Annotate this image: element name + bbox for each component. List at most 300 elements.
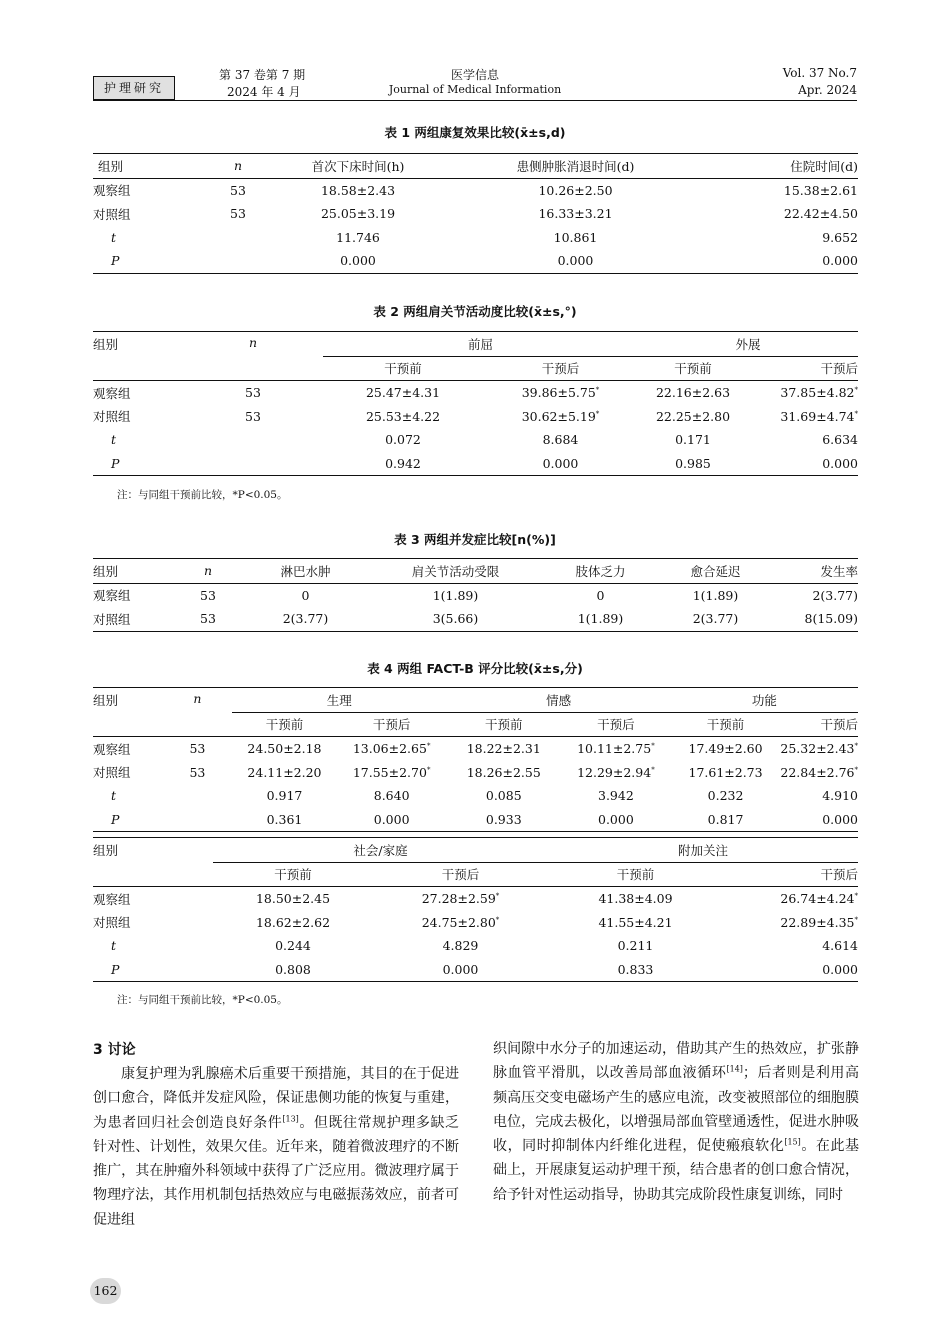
table-cell — [373, 934, 548, 958]
cell-value: 11.746 — [336, 229, 380, 245]
cell-value: 0.000 — [557, 253, 594, 269]
table-cell — [173, 583, 243, 607]
cell-value: 30.62±5.19 — [521, 408, 596, 424]
table-cell — [213, 958, 373, 982]
cell-value: 10.26±2.50 — [538, 182, 613, 198]
table-cell — [658, 607, 773, 631]
table-row — [93, 958, 858, 982]
table-cell — [548, 887, 723, 911]
cell-value: 8(15.09) — [804, 611, 858, 627]
sub-header: 干预后 — [820, 717, 858, 733]
table-cell — [548, 911, 723, 935]
table-cell — [671, 761, 781, 785]
cell-value: 18.50±2.45 — [255, 891, 331, 907]
table-row — [93, 808, 858, 832]
cell-value: 0.000 — [822, 961, 858, 977]
sub-header: 干预后 — [372, 717, 411, 733]
significance-mark: * — [495, 915, 500, 924]
table-cell — [213, 911, 373, 935]
group-header: 外展 — [638, 332, 858, 357]
cell-value: 39.86±5.75 — [521, 385, 596, 401]
table-cell — [337, 761, 447, 785]
table-cell — [543, 583, 658, 607]
cell-value: 10.861 — [553, 229, 598, 245]
table-cell — [323, 452, 483, 476]
cell-value: 0 — [301, 587, 310, 603]
table-cell — [483, 428, 638, 452]
cell-value: 17.49±2.60 — [688, 741, 763, 757]
table2-title: 表 2 两组肩关节活动度比较(x̄±s,°) — [373, 304, 577, 319]
table-cell — [93, 583, 173, 607]
table-row — [93, 428, 858, 452]
cell-value: 53 — [200, 611, 216, 627]
table-cell — [93, 911, 213, 935]
sub-header: 干预前 — [274, 867, 312, 883]
table-cell — [483, 381, 638, 405]
table-cell — [203, 249, 273, 273]
cell-value: P — [111, 811, 120, 827]
cell-value: 0.171 — [675, 432, 711, 448]
col-header: 组别 — [93, 843, 119, 858]
table-cell — [368, 583, 543, 607]
cell-value: 3.942 — [598, 788, 634, 804]
table-cell — [323, 381, 483, 405]
cell-value: 22.25±2.80 — [655, 408, 731, 424]
table-cell — [446, 737, 561, 761]
cell-value: 对照组 — [93, 611, 131, 627]
table-cell — [446, 784, 561, 808]
table-cell — [638, 452, 748, 476]
significance-mark: * — [854, 892, 858, 901]
cell-value: 0.000 — [373, 811, 410, 827]
table-cell — [638, 381, 748, 405]
table-cell — [93, 249, 203, 273]
table-cell — [323, 405, 483, 429]
table-cell — [213, 887, 373, 911]
col-header: 组别 — [93, 563, 119, 579]
table-cell — [273, 202, 443, 226]
table-cell — [163, 784, 232, 808]
table2-note: 注：与同组干预前比较，*P<0.05。 — [117, 489, 288, 501]
cell-value: 53 — [189, 764, 206, 780]
table-cell — [93, 178, 203, 202]
table-cell — [443, 226, 708, 250]
table-cell — [93, 452, 183, 476]
table4-part-a — [93, 687, 858, 832]
table-cell — [93, 808, 163, 832]
table3 — [93, 558, 858, 632]
table-cell — [723, 911, 858, 935]
cell-value: 8.640 — [373, 788, 410, 804]
cell-value: 0.000 — [442, 961, 479, 977]
table-cell — [93, 737, 163, 761]
cell-value: P — [111, 253, 120, 269]
col-header: n — [233, 158, 243, 174]
significance-mark: * — [854, 742, 858, 751]
table-cell — [93, 958, 213, 982]
table-cell — [443, 202, 708, 226]
table-cell — [773, 583, 858, 607]
table-cell — [561, 737, 671, 761]
cell-value: 观察组 — [93, 588, 131, 604]
cell-value: 0.000 — [542, 455, 579, 471]
table-cell — [183, 452, 323, 476]
table-cell — [561, 761, 671, 785]
table-cell — [183, 428, 323, 452]
cell-value: 0 — [596, 587, 605, 603]
right-paragraph — [493, 1037, 859, 1207]
col-header: 肢体乏力 — [575, 563, 626, 579]
table-cell — [203, 202, 273, 226]
cell-value: 53 — [189, 741, 206, 757]
sub-header: 干预后 — [820, 867, 858, 883]
cell-value: 25.05±3.19 — [320, 206, 396, 222]
col-header: 组别 — [93, 337, 119, 352]
cell-value: 2(3.77) — [812, 587, 858, 603]
cell-value: 27.28±2.59 — [421, 891, 496, 907]
cell-value: 25.53±4.22 — [365, 408, 441, 424]
table-cell — [373, 911, 548, 935]
table-cell — [93, 405, 183, 429]
page-number: 162 — [90, 1278, 121, 1304]
table-cell — [373, 887, 548, 911]
table-cell — [93, 761, 163, 785]
cell-value: 1(1.89) — [432, 587, 479, 603]
cell-value: 对照组 — [93, 915, 131, 931]
cell-value: 观察组 — [93, 385, 131, 401]
significance-mark: * — [651, 742, 655, 751]
table-cell — [708, 249, 858, 273]
table-cell — [273, 226, 443, 250]
table3-header-row — [93, 559, 858, 584]
table-cell — [748, 428, 858, 452]
table-cell — [748, 452, 858, 476]
sub-header: 干预前 — [616, 867, 655, 883]
table-row — [93, 405, 858, 429]
cell-value: 0.917 — [266, 788, 303, 804]
cell-value: t — [111, 938, 117, 954]
sub-header: 干预后 — [597, 717, 635, 733]
col-header: 组别 — [98, 158, 124, 174]
cell-value: 对照组 — [93, 765, 131, 781]
cell-value: 0.000 — [598, 811, 634, 827]
table-cell — [163, 761, 232, 785]
group-header: 情感 — [446, 688, 670, 713]
table-cell — [780, 808, 858, 832]
table-cell — [203, 226, 273, 250]
cell-value: 0.808 — [275, 961, 311, 977]
table-cell — [93, 381, 183, 405]
table-cell — [337, 737, 447, 761]
table-cell — [708, 226, 858, 250]
table-cell — [213, 934, 373, 958]
table-cell — [708, 202, 858, 226]
table-row — [93, 911, 858, 935]
cell-value: 18.58±2.43 — [320, 182, 396, 198]
group-header: 生理 — [232, 688, 446, 713]
cell-value: 对照组 — [93, 409, 131, 425]
cell-value: 22.42±4.50 — [783, 206, 858, 222]
cell-value: 0.361 — [266, 811, 303, 827]
cell-value: t — [111, 788, 117, 804]
cell-value: 观察组 — [93, 741, 131, 757]
sub-header: 干预前 — [384, 361, 422, 377]
cell-value: 0.232 — [707, 788, 744, 804]
col-header: 发生率 — [820, 563, 858, 579]
cell-value: 0.942 — [385, 455, 421, 471]
table-cell — [548, 934, 723, 958]
table-cell — [93, 607, 173, 631]
table-cell — [723, 958, 858, 982]
cell-value: 15.38±2.61 — [783, 182, 858, 198]
cell-value: P — [111, 455, 120, 471]
cell-value: 0.211 — [617, 938, 654, 954]
table-cell — [671, 808, 781, 832]
section-box: 护理研究 — [93, 76, 175, 100]
cell-value: 对照组 — [93, 206, 131, 222]
cell-value: 观察组 — [93, 183, 131, 199]
table-cell — [548, 958, 723, 982]
cell-value: 16.33±3.21 — [538, 206, 613, 222]
citation: [15] — [784, 1137, 801, 1147]
table-cell — [337, 808, 447, 832]
cell-value: 1(1.89) — [577, 611, 624, 627]
right-text-b: ；后者则是利用高频高压交变电磁场产生的感应电流，改变被照部位的细胞膜电位，完成去极化，以增强局部血管壁通透性，促进水肿吸收，同时抑制体内纤维化进程，促使瘢痕软化 — [493, 1065, 860, 1155]
cell-value: 0.833 — [617, 961, 654, 977]
cell-value: 41.38±4.09 — [598, 891, 673, 907]
cell-value: 12.29±2.94 — [577, 764, 652, 780]
cell-value: 10.11±2.75 — [577, 741, 652, 757]
table-cell — [483, 452, 638, 476]
table-cell — [243, 607, 368, 631]
group-header: 功能 — [671, 688, 858, 713]
col-header: 首次下床时间(h) — [311, 158, 405, 174]
table-cell — [561, 784, 671, 808]
sub-header: 干预前 — [674, 361, 712, 377]
table-cell — [93, 202, 203, 226]
table-cell — [638, 405, 748, 429]
cell-value: 17.55±2.70 — [352, 764, 427, 780]
cell-value: 18.22±2.31 — [466, 741, 541, 757]
table-cell — [232, 761, 337, 785]
sub-header: 干预前 — [265, 717, 304, 733]
volume-cn: 第 37 卷第 7 期 — [219, 68, 306, 82]
cell-value: 53 — [200, 587, 216, 603]
table-cell — [337, 784, 447, 808]
table-cell — [780, 761, 858, 785]
cell-value: 53 — [230, 182, 246, 198]
table-row — [93, 381, 858, 405]
table-cell — [232, 808, 337, 832]
cell-value: 31.69±4.74 — [780, 408, 855, 424]
table4a-group-row — [93, 688, 858, 713]
table-cell — [93, 784, 163, 808]
right-text-a: 织间隙中水分子的加速运动，借助其产生的热效应，扩张静脉血管平滑肌，以改善局部血液循环 — [493, 1041, 859, 1082]
cell-value: 0.000 — [340, 253, 376, 269]
table-row — [93, 934, 858, 958]
sub-header: 干预前 — [485, 717, 523, 733]
cell-value: 1(1.89) — [692, 587, 739, 603]
table-cell — [243, 583, 368, 607]
table-cell — [446, 761, 561, 785]
cell-value: 8.684 — [542, 432, 579, 448]
sub-header: 干预后 — [541, 361, 580, 377]
col-header: 组别 — [93, 693, 119, 708]
cell-value: 13.06±2.65 — [352, 741, 427, 757]
table4b-group-row — [93, 838, 858, 863]
cell-value: 观察组 — [93, 891, 131, 907]
table-cell — [93, 226, 203, 250]
table-row — [93, 784, 858, 808]
cell-value: 53 — [230, 206, 246, 222]
col-header: 患侧肿胀消退时间(d) — [516, 158, 635, 174]
col-header: 淋巴水肿 — [280, 563, 331, 579]
table-row — [93, 226, 858, 250]
cell-value: 4.910 — [822, 788, 858, 804]
significance-mark: * — [495, 892, 500, 901]
date-en: Apr. 2024 — [798, 83, 857, 97]
cell-value: 37.85±4.82 — [780, 385, 855, 401]
cell-value: 4.614 — [822, 938, 858, 954]
table-row — [93, 737, 858, 761]
significance-mark: * — [595, 386, 600, 395]
cell-value: 9.652 — [822, 229, 858, 245]
table-cell — [543, 607, 658, 631]
table-cell — [93, 887, 213, 911]
table-row — [93, 887, 858, 911]
cell-value: 22.16±2.63 — [655, 385, 731, 401]
table-cell — [446, 808, 561, 832]
table-row — [93, 249, 858, 273]
col-header: n — [193, 691, 202, 706]
table-cell — [373, 958, 548, 982]
significance-mark: * — [854, 765, 858, 774]
table-row — [93, 452, 858, 476]
table-cell — [232, 784, 337, 808]
table2-group-row — [93, 332, 858, 357]
group-header: 社会/家庭 — [213, 838, 548, 863]
cell-value: 0.985 — [675, 455, 711, 471]
significance-mark: * — [854, 915, 858, 924]
cell-value: 4.829 — [442, 938, 479, 954]
journal-en: Journal of Medical Information — [388, 83, 562, 96]
significance-mark: * — [426, 742, 431, 751]
table-cell — [368, 607, 543, 631]
table-cell — [93, 934, 213, 958]
col-header: n — [248, 335, 258, 350]
cell-value: 0.244 — [275, 938, 311, 954]
table-row — [93, 607, 858, 631]
cell-value: 17.61±2.73 — [688, 764, 763, 780]
cell-value: P — [111, 961, 120, 977]
significance-mark: * — [651, 765, 655, 774]
table-cell — [443, 249, 708, 273]
cell-value: 18.26±2.55 — [466, 764, 541, 780]
running-header — [93, 64, 857, 101]
table4-part-b — [93, 837, 858, 982]
cell-value: 2(3.77) — [282, 611, 329, 627]
date-cn: 2024 年 4 月 — [227, 85, 301, 99]
cell-value: 0.817 — [707, 811, 744, 827]
table-cell — [443, 178, 708, 202]
cell-value: 0.072 — [385, 432, 421, 448]
table-cell — [183, 381, 323, 405]
left-text-a: 康复护理为乳腺癌术后重要干预措施，其目的在于促进创口愈合，降低并发症风险，保证患侧功能的恢复与重建，为患者回归社会创造良好条件 — [93, 1066, 459, 1131]
table-row — [93, 761, 858, 785]
table-cell — [780, 784, 858, 808]
cell-value: 25.32±2.43 — [780, 741, 855, 757]
cell-value: 2(3.77) — [692, 611, 739, 627]
section-heading: 3 讨论 — [93, 1042, 136, 1058]
col-header: 肩关节活动受限 — [411, 563, 500, 579]
table2 — [93, 331, 858, 476]
group-header: 附加关注 — [548, 838, 858, 863]
table1-header-row — [93, 154, 858, 179]
table-row — [93, 202, 858, 226]
cell-value: 3(5.66) — [432, 611, 479, 627]
table-cell — [748, 405, 858, 429]
cell-value: 26.74±4.24 — [780, 891, 855, 907]
col-header: 住院时间(d) — [790, 158, 858, 174]
table-cell — [671, 784, 781, 808]
col-header: n — [203, 563, 213, 579]
table-row — [93, 178, 858, 202]
table1-title: 表 1 两组康复效果比较(x̄±s,d) — [384, 125, 566, 140]
sub-header: 干预后 — [820, 361, 858, 377]
table3-title: 表 3 两组并发症比较[n(%)] — [394, 532, 556, 547]
table-cell — [483, 405, 638, 429]
table-cell — [723, 887, 858, 911]
cell-value: 18.62±2.62 — [255, 914, 331, 930]
significance-mark: * — [854, 386, 858, 395]
table-cell — [93, 428, 183, 452]
table-cell — [163, 737, 232, 761]
journal-cn: 医学信息 — [450, 68, 499, 82]
table-cell — [723, 934, 858, 958]
table-cell — [163, 808, 232, 832]
significance-mark: * — [426, 765, 431, 774]
volume-en: Vol. 37 No.7 — [782, 66, 857, 80]
cell-value: 22.84±2.76 — [780, 764, 855, 780]
cell-value: 0.933 — [485, 811, 522, 827]
table-cell — [183, 405, 323, 429]
cell-value: 6.634 — [822, 432, 858, 448]
cell-value: 24.50±2.18 — [247, 741, 322, 757]
table-cell — [638, 428, 748, 452]
cell-value: t — [111, 229, 117, 245]
group-header: 前屈 — [323, 332, 638, 357]
cell-value: 0.000 — [822, 253, 858, 269]
sub-header: 干预前 — [706, 717, 745, 733]
table-cell — [708, 178, 858, 202]
sub-header: 干预后 — [441, 867, 480, 883]
cell-value: 24.11±2.20 — [247, 764, 322, 780]
table4-note: 注：与同组干预前比较，*P<0.05。 — [117, 994, 288, 1006]
cell-value: 0.000 — [822, 455, 858, 471]
table-cell — [273, 249, 443, 273]
table-cell — [748, 381, 858, 405]
table-cell — [671, 737, 781, 761]
table-cell — [323, 428, 483, 452]
cell-value: t — [111, 432, 117, 448]
cell-value: 0.000 — [822, 811, 858, 827]
table4-title: 表 4 两组 FACT-B 评分比较(x̄±s,分) — [367, 661, 583, 676]
cell-value: 53 — [245, 385, 261, 401]
significance-mark: * — [595, 409, 600, 418]
table-cell — [780, 737, 858, 761]
table-cell — [561, 808, 671, 832]
left-paragraph — [93, 1062, 459, 1232]
